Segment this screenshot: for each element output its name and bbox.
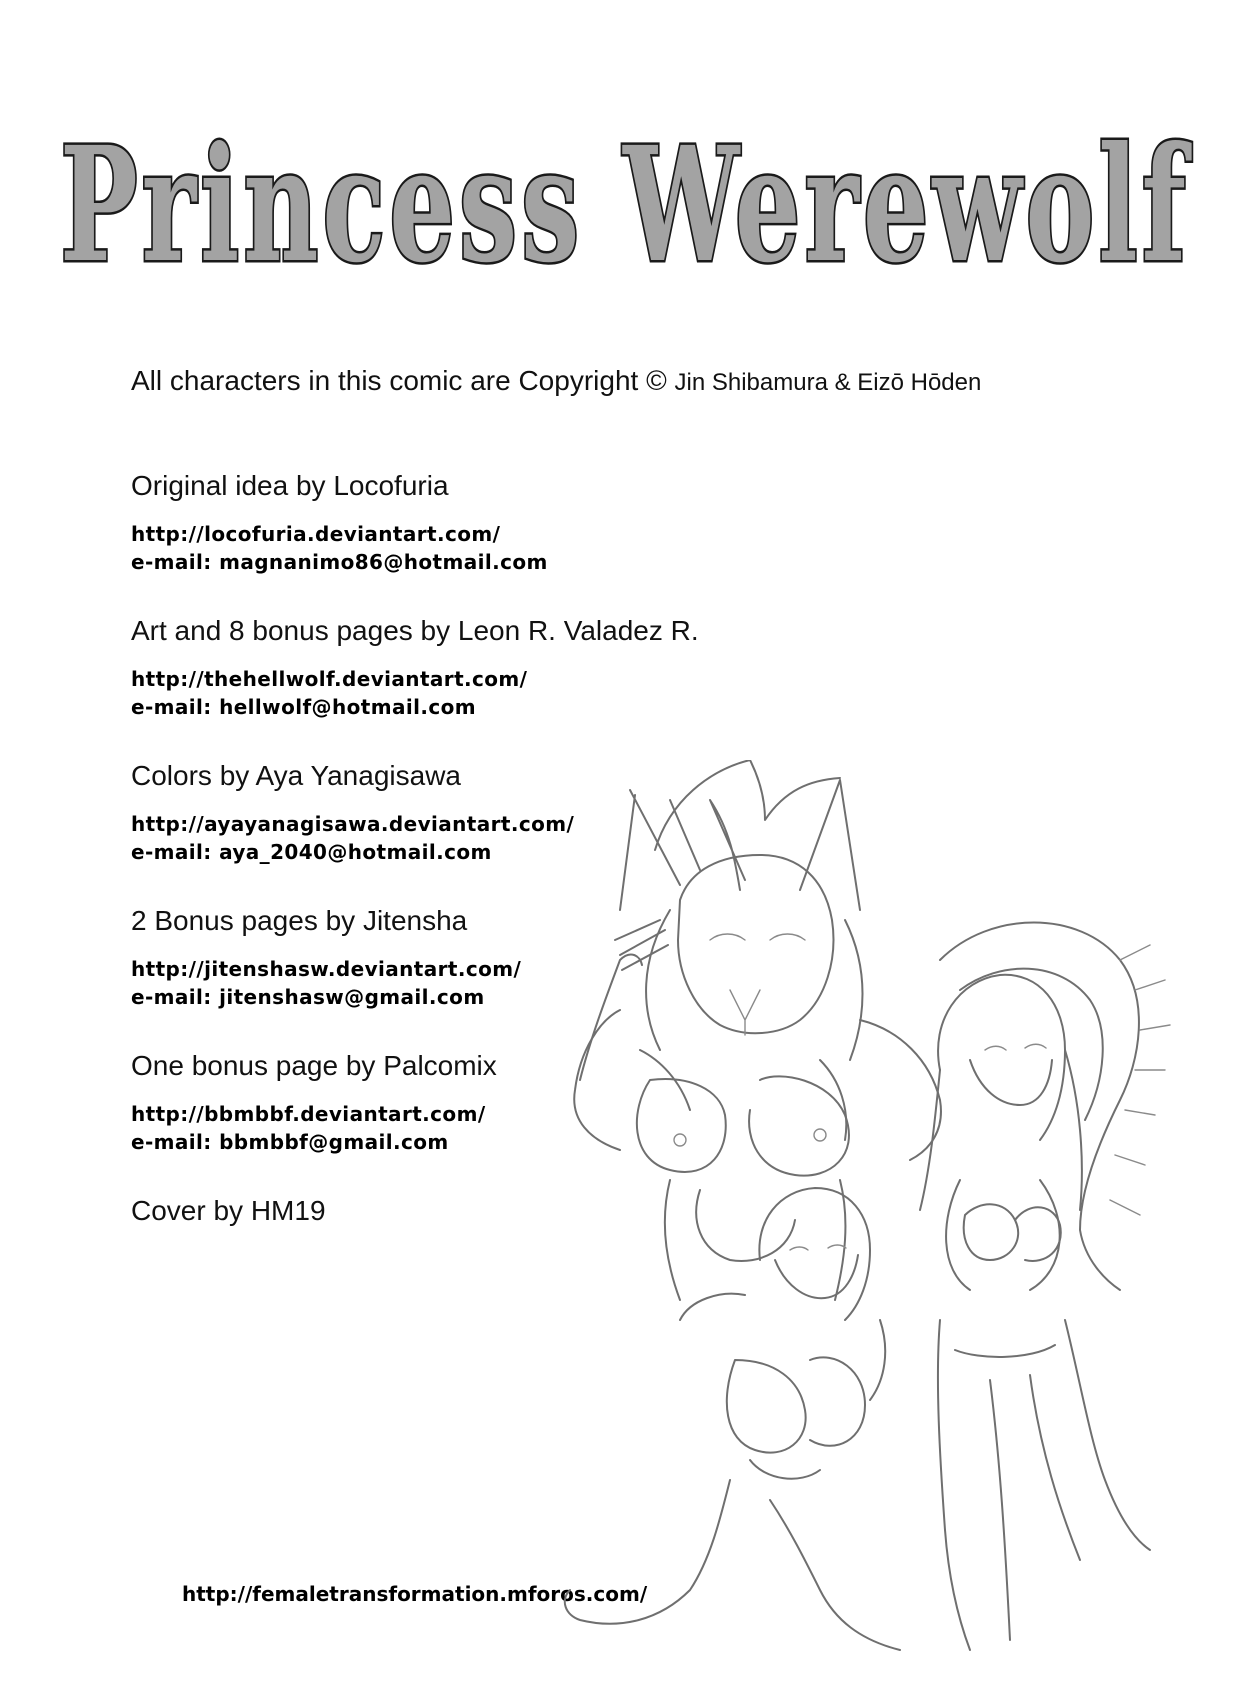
copyright-text: All characters in this comic are Copyright © [131, 365, 667, 396]
credit-item [131, 615, 699, 721]
cover-line-art [560, 760, 1220, 1680]
credit-email[interactable]: e-mail: jitenshasw@gmail.com [131, 985, 485, 1009]
credit-role: Art and 8 bonus pages by Leon R. Valadez R. [131, 615, 699, 646]
credit-email[interactable]: e-mail: aya_2040@hotmail.com [131, 840, 492, 864]
credit-role: 2 Bonus pages by Jitensha [131, 905, 468, 936]
credit-role: Cover by HM19 [131, 1195, 326, 1226]
credit-site-link[interactable]: http://thehellwolf.deviantart.com/ [131, 667, 528, 691]
credit-site-link[interactable]: http://bbmbbf.deviantart.com/ [131, 1102, 486, 1126]
page-title: Princess Werewolf [60, 120, 1192, 280]
credit-item [131, 905, 521, 1011]
credit-site-link[interactable]: http://jitenshasw.deviantart.com/ [131, 957, 522, 981]
credit-email[interactable]: e-mail: magnanimo86@hotmail.com [131, 550, 548, 574]
credit-site-link[interactable]: http://ayayanagisawa.deviantart.com/ [131, 812, 575, 836]
credit-email[interactable]: e-mail: bbmbbf@gmail.com [131, 1130, 449, 1154]
credit-item [131, 1050, 497, 1156]
footer-forum-link[interactable]: http://femaletransformation.mforos.com/ [182, 1582, 648, 1606]
credit-role: Colors by Aya Yanagisawa [131, 760, 461, 791]
credit-item [131, 760, 574, 866]
credit-role: Original idea by Locofuria [131, 470, 449, 501]
copyright-notice [131, 365, 981, 397]
credit-site-link[interactable]: http://locofuria.deviantart.com/ [131, 522, 501, 546]
credit-item [131, 470, 548, 576]
credit-item [131, 1195, 326, 1227]
title-logo [50, 120, 1200, 280]
copyright-owners: Jin Shibamura & Eizō Hōden [674, 369, 982, 396]
credit-role: One bonus page by Palcomix [131, 1050, 497, 1081]
credit-email[interactable]: e-mail: hellwolf@hotmail.com [131, 695, 476, 719]
